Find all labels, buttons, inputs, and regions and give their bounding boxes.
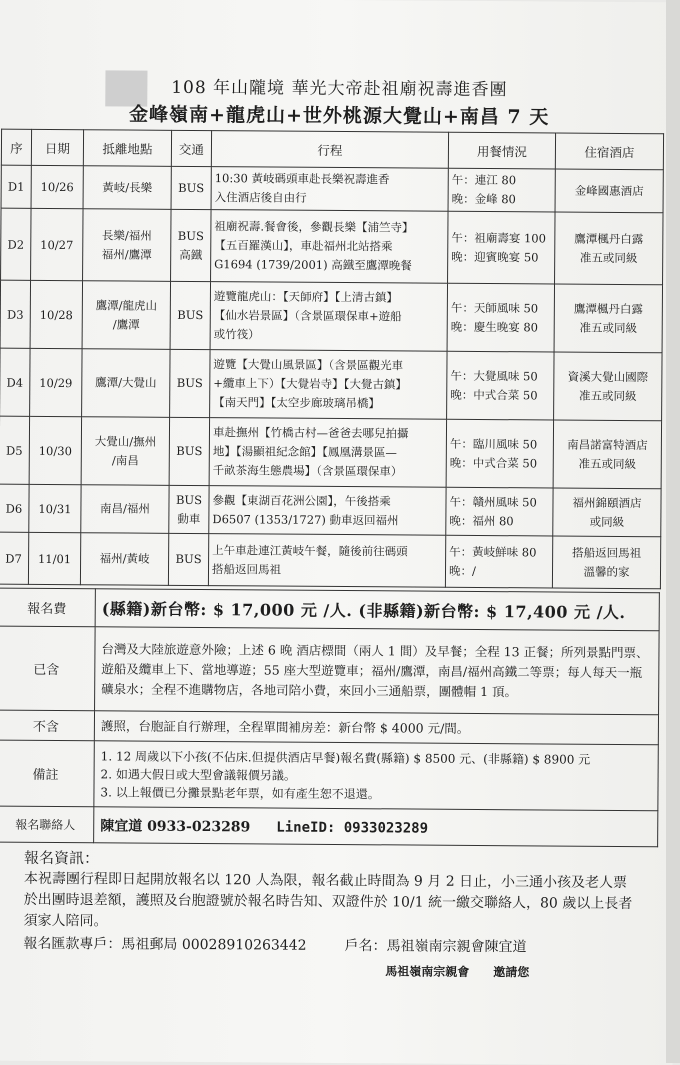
date-cell: 10/26	[31, 165, 83, 208]
hotel-cell-line: 或同級	[589, 514, 625, 529]
place-cell	[83, 166, 171, 210]
transport-cell-line: BUS	[177, 307, 204, 323]
transport-cell	[171, 166, 211, 209]
route-cell-line: 【仙水岩景區】（含景區環保車+遊船	[213, 308, 402, 324]
background-edge	[666, 0, 680, 1063]
contact-label: 報名聯絡人	[0, 806, 94, 843]
place-cell-line: /南昌	[111, 452, 139, 468]
place-cell-line: 長樂/福州	[101, 227, 152, 243]
hotel-cell-line: 准五或同級	[578, 388, 637, 403]
route-cell-line: 【南天門】【太空步廊玻璃吊橋】	[213, 395, 380, 411]
itinerary-row	[0, 280, 662, 353]
fee-label: 報名費	[0, 588, 95, 627]
hotel-cell-line: 福州錦頤酒店	[572, 495, 642, 510]
col-header-hotel: 住宿酒店	[555, 133, 663, 170]
included-value: 台灣及大陸旅遊意外險；上述 6 晚 酒店標間（兩人 1 間）及早餐；全程 13 正餐；所列景點門票、遊船及纜車上下、當地導遊；55 座大型遊覽車；福州/鷹潭，南昌/福州高鐵二等票；每人每天一瓶礦泉水；全程不進購物店，各地司陪小費，來回小三通船票，團體帽 1 頂。	[95, 627, 660, 715]
hotel-cell	[555, 212, 664, 285]
meal-cell-line: 午：贛州風味 50	[449, 494, 537, 509]
meal-cell	[447, 283, 554, 352]
hotel-cell-line: 鷹潭楓丹白露	[574, 231, 644, 246]
col-header-day: 序	[1, 129, 31, 165]
fee-row	[0, 588, 659, 631]
contact-line-id: LineID: 0933023289	[276, 819, 429, 837]
transport-cell	[171, 209, 212, 281]
transport-cell-line: 動車	[177, 511, 201, 526]
day-cell: D1	[1, 165, 31, 208]
transport-cell-line: BUS	[178, 180, 205, 195]
route-cell-line: 地】【湯顯祖紀念館】【鳳凰溝景區—	[212, 444, 397, 460]
contact-name-phone: 陳宜道 0933-023289	[100, 817, 251, 835]
transport-cell	[170, 281, 210, 349]
meal-cell-line: 午：天師風味 50	[450, 300, 539, 315]
transport-cell	[169, 485, 209, 533]
route-cell-line: 祖廟祝壽.餐會後，參觀長樂【浦竺寺】	[214, 219, 414, 235]
transport-cell	[168, 533, 208, 585]
note-item: 3. 以上報價已分攤景點老年票，如有產生恕不退還。	[100, 784, 380, 801]
route-cell	[208, 534, 445, 588]
excluded-row	[0, 710, 659, 745]
meal-cell-line: 午：黃岐鮮味 80	[449, 544, 537, 559]
itinerary-row	[0, 484, 661, 537]
itinerary-row	[1, 165, 663, 213]
meal-cell-line: 晚：中式合菜 50	[450, 387, 538, 402]
place-cell	[81, 417, 169, 486]
excluded-label: 不含	[0, 710, 95, 741]
meal-cell-line: 午：祖廟壽宴 100	[451, 230, 547, 245]
route-cell-line: 【五百羅漢山】，車赴福州北站搭乘	[214, 238, 393, 254]
meal-cell	[448, 211, 556, 284]
date-cell: 10/29	[30, 348, 82, 416]
day-cell: D2	[1, 208, 32, 280]
route-cell-line: +纜車上下）【大覺岩寺】【大覺古鎮】	[213, 376, 408, 392]
meal-cell	[445, 535, 552, 588]
itinerary-row	[1, 208, 663, 285]
route-cell	[210, 350, 447, 420]
transport-cell-line: BUS	[177, 228, 204, 243]
route-cell-line: 搭船返回馬祖	[211, 561, 282, 577]
transport-cell-line: BUS	[176, 375, 203, 391]
itinerary-header-row	[1, 129, 663, 170]
contact-value	[94, 807, 658, 847]
route-cell-line: 10:30 黃岐碼頭車赴長樂祝壽進香	[214, 171, 390, 187]
itinerary-table	[0, 129, 664, 590]
date-cell: 10/30	[29, 416, 81, 484]
route-cell-line: 千畝茶海生態農場】（含景區環保車）	[212, 463, 403, 479]
hotel-cell	[553, 420, 661, 489]
info-table	[0, 588, 660, 848]
registration-account	[23, 934, 633, 959]
meal-cell-line: 晚：福州 80	[449, 513, 514, 528]
place-cell-line: 大覺山/撫州	[94, 433, 157, 449]
day-cell: D5	[0, 416, 30, 484]
hotel-cell	[552, 536, 660, 589]
hotel-cell	[555, 169, 663, 213]
col-header-date: 日期	[31, 129, 83, 165]
date-cell: 10/27	[31, 208, 84, 280]
transport-cell-line: 高鐵	[179, 247, 203, 262]
notes-label: 備註	[0, 740, 94, 807]
place-cell	[82, 281, 170, 350]
route-cell-line: 參觀【東湖百花洲公園】，午後搭乘	[212, 492, 391, 508]
hotel-cell	[553, 488, 661, 537]
registration-heading: 報名資訊：	[23, 848, 100, 868]
route-cell-line: 或竹筏）	[213, 327, 260, 342]
document-subtitle: 金峰嶺南+龍虎山+世外桃源大覺山+南昌 7 天	[129, 103, 550, 129]
notes-row	[0, 740, 658, 811]
col-header-place: 抵離地點	[83, 130, 171, 167]
hotel-cell-line: 資溪大覺山國際	[567, 369, 649, 384]
itinerary-row	[0, 416, 662, 489]
date-cell: 11/01	[28, 532, 80, 584]
place-cell-line: 福州/鷹潭	[101, 246, 152, 262]
place-cell-line: /鷹潭	[112, 316, 140, 332]
route-cell-line: 遊覽【大覺山風景區】（含景區觀光車	[213, 357, 404, 373]
itinerary-row	[0, 532, 661, 589]
route-cell	[211, 210, 448, 284]
account-label: 報名匯款專戶：馬祖郵局 00028910263442	[23, 935, 307, 954]
hotel-cell-line: 南昌諾富特酒店	[567, 437, 648, 452]
meal-cell-line: 晚：迎賓晚宴 50	[451, 249, 539, 264]
day-cell: D4	[0, 348, 30, 416]
place-cell-line: 黃岐/長樂	[102, 179, 153, 195]
hotel-cell-line: 搭船返回馬祖	[572, 545, 642, 560]
meal-cell-line: 晚：金峰 80	[451, 191, 516, 207]
route-cell-line: D6507 (1353/1727) 動車返回福州	[212, 511, 399, 527]
route-cell-line: G1694 (1739/2001) 高鐵至鷹潭晚餐	[214, 257, 412, 273]
note-item: 2. 如遇大假日或大型會議報價另議。	[100, 766, 296, 783]
included-label: 已含	[0, 626, 95, 711]
hotel-cell-line: 准五或同級	[579, 250, 638, 265]
transport-cell-line: BUS	[175, 551, 202, 567]
registration-info	[23, 848, 634, 959]
itinerary-row	[0, 348, 662, 421]
contact-row	[0, 806, 658, 847]
transport-cell-line: BUS	[176, 443, 203, 459]
day-cell: D6	[0, 484, 29, 532]
place-cell-line: 南昌/福州	[99, 501, 150, 516]
col-header-transport: 交通	[171, 130, 211, 166]
note-item: 1. 12 周歲以下小孩(不佔床.但提供酒店早餐)報名費(縣籍) $ 8500 元、(非縣籍) $ 8900 元	[100, 748, 591, 767]
signature-org: 馬祖嶺南宗親會	[385, 964, 470, 979]
account-name: 戶名：馬祖嶺南宗親會陳宜道	[344, 938, 527, 956]
meal-cell-line: 晚：/	[448, 563, 476, 578]
route-cell	[209, 418, 446, 488]
route-cell-line: 車赴撫州【竹橋古村—爸爸去哪兒拍攝	[212, 425, 409, 441]
registration-body: 本祝壽團行程即日起開放報名以 120 人為限，報名截止時間為 9 月 2 日止，小三通小孩及老人票於出團時退差額，護照及台胞證號於報名時告知、双證件於 10/1 統一繳交聯絡人，80 歲以上長者須家人陪同。	[23, 870, 633, 930]
meal-cell	[446, 487, 553, 536]
document-title: 108 年山隴境 華光大帝赴祖廟祝壽進香團	[171, 77, 508, 101]
route-cell-line: 遊覽龍虎山：【天師府】【上清古鎮】	[213, 289, 398, 305]
meal-cell-line: 午：臨川風味 50	[449, 436, 538, 451]
transport-cell	[169, 417, 209, 485]
included-row	[0, 626, 659, 715]
hotel-cell	[554, 284, 662, 353]
date-cell: 10/31	[29, 484, 81, 532]
hotel-cell-line: 鷹潭楓丹白露	[573, 301, 643, 316]
hotel-cell-line: 准五或同級	[578, 456, 637, 471]
place-cell-line: 鷹潭/大覺山	[95, 375, 157, 390]
place-cell	[81, 485, 169, 534]
place-cell	[82, 349, 170, 418]
meal-cell	[448, 168, 555, 212]
place-cell-line: 福州/黃岐	[99, 551, 150, 566]
hotel-cell-line: 金峰國惠酒店	[574, 183, 644, 198]
meal-cell-line: 午：連江 80	[451, 172, 517, 188]
signature	[385, 962, 529, 980]
hotel-cell	[554, 352, 662, 421]
place-cell-line: 鷹潭/龍虎山	[95, 297, 158, 313]
day-cell: D3	[0, 280, 30, 348]
route-cell-line: 入住酒店後自由行	[214, 190, 307, 205]
route-cell	[211, 167, 448, 212]
date-cell: 10/28	[30, 280, 82, 348]
transport-cell-line: BUS	[175, 492, 203, 507]
route-cell	[209, 486, 446, 536]
meal-cell-line: 午：大覺風味 50	[450, 368, 538, 383]
route-cell	[210, 282, 447, 352]
hotel-cell-line: 溫馨的家	[583, 564, 630, 579]
fee-value: (縣籍)新台幣: $ 17,000 元 /人. (非縣籍)新台幣: $ 17,400 元 /人.	[95, 589, 659, 631]
day-cell: D7	[0, 532, 29, 584]
meal-cell	[446, 419, 553, 488]
excluded-value: 護照，台胞証自行辦理，全程單間補房差：新台幣 $ 4000 元/間。	[94, 711, 658, 745]
col-header-route: 行程	[211, 131, 448, 169]
meal-cell	[447, 351, 554, 420]
transport-cell	[170, 349, 210, 417]
col-header-meals: 用餐情況	[448, 132, 555, 169]
meal-cell-line: 晚：慶生晚宴 80	[450, 319, 539, 334]
route-cell-line: 上午車赴連江黃岐午餐，隨後前往碼頭	[212, 542, 408, 558]
place-cell	[83, 209, 172, 282]
hotel-cell-line: 准五或同級	[579, 320, 638, 335]
place-cell	[80, 533, 168, 586]
meal-cell-line: 晚：中式合菜 50	[449, 455, 538, 470]
notes-value	[94, 741, 658, 811]
signature-invite: 邀請您	[493, 965, 530, 980]
